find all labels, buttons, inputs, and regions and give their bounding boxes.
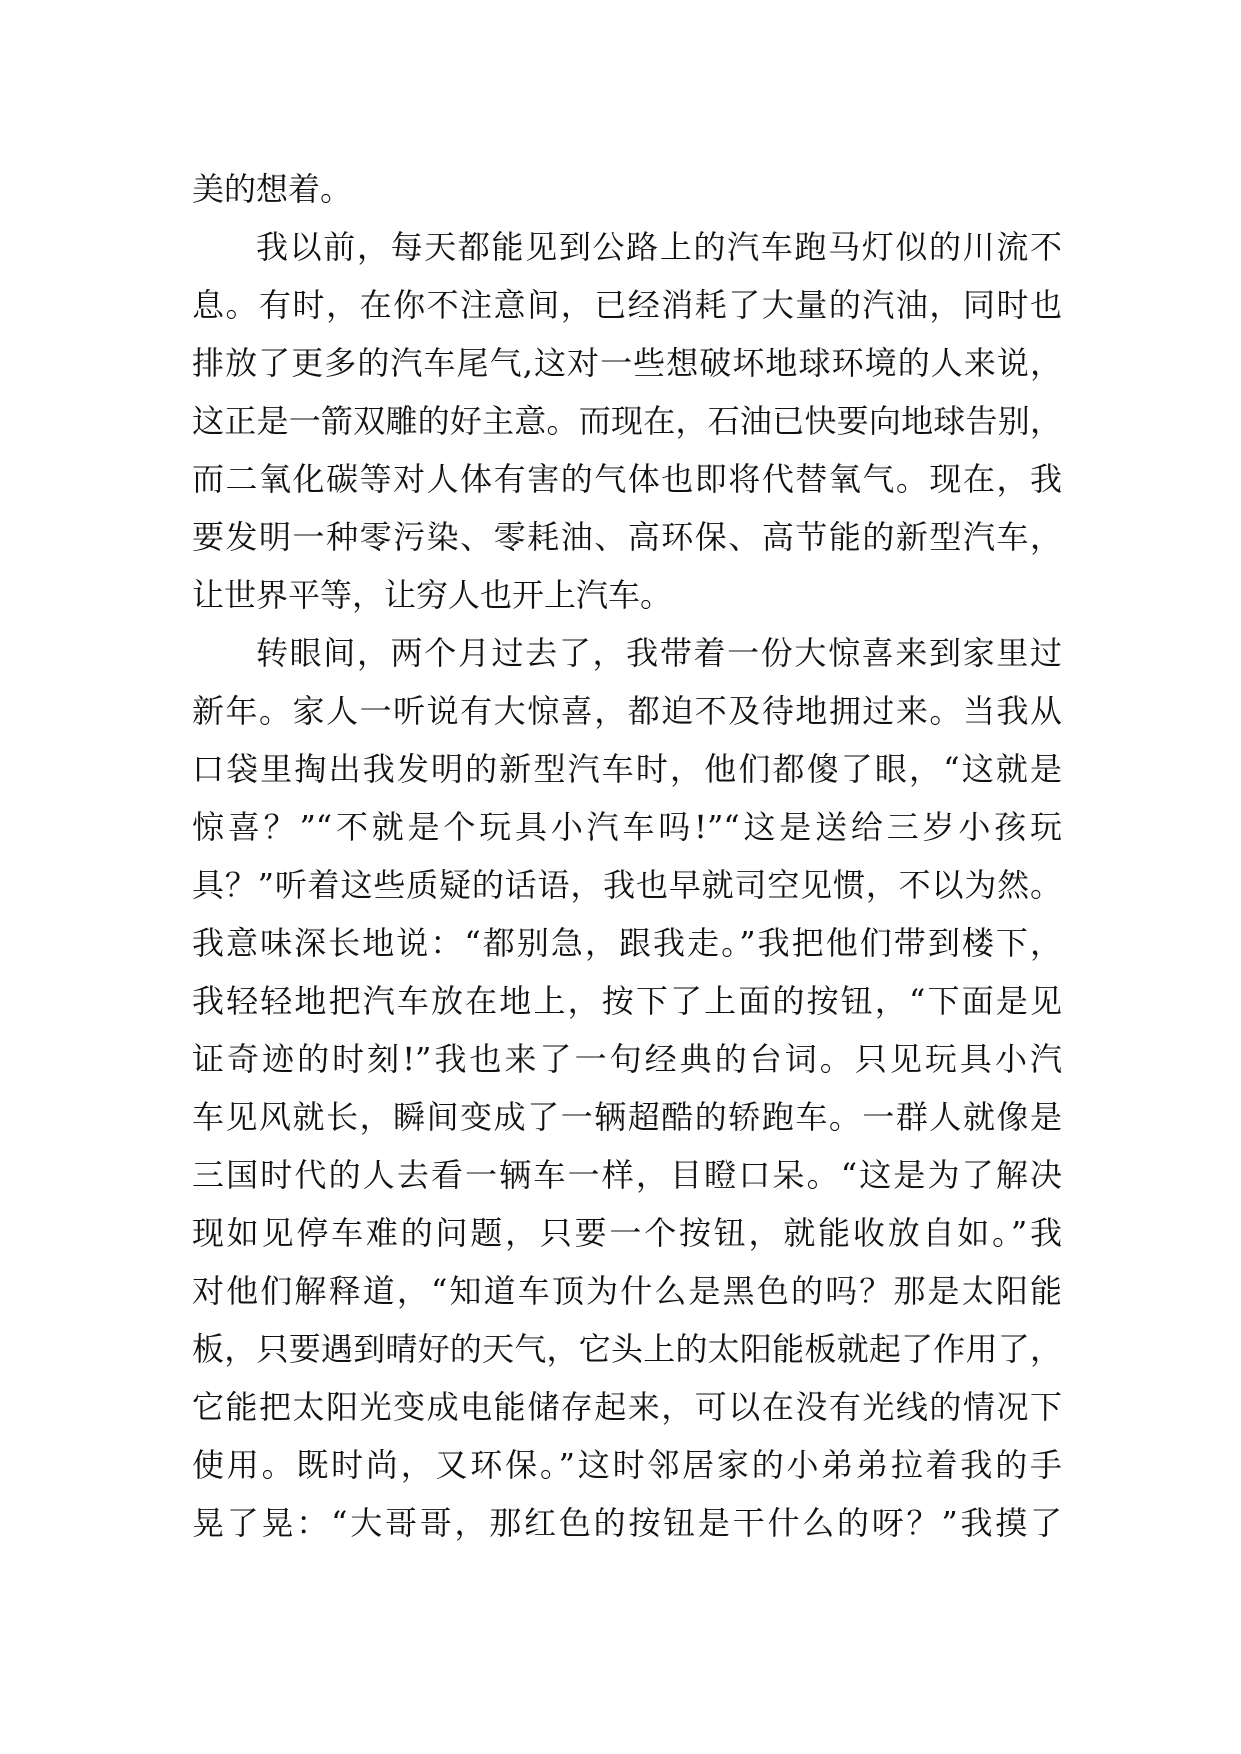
text-line: 转眼间，两个月过去了，我带着一份大惊喜来到家里过 [256,634,1062,672]
text-line: 要发明一种零污染、零耗油、高环保、高节能的新型汽车， [192,518,1062,556]
text-line: 它能把太阳光变成电能储存起来，可以在没有光线的情况下 [192,1388,1062,1426]
text-line: 具？”听着这些质疑的话语，我也早就司空见惯，不以为然。 [192,866,1062,904]
text-line: 我以前，每天都能见到公路上的汽车跑马灯似的川流不 [256,228,1062,266]
text-line: 口袋里掏出我发明的新型汽车时，他们都傻了眼，“这就是 [192,750,1062,788]
text-line: 而二氧化碳等对人体有害的气体也即将代替氧气。现在，我 [192,460,1062,498]
text-line: 我意味深长地说：“都别急，跟我走。”我把他们带到楼下， [192,924,1062,962]
text-line: 三国时代的人去看一辆车一样，目瞪口呆。“这是为了解决 [192,1156,1062,1194]
text-line: 息。有时，在你不注意间，已经消耗了大量的汽油，同时也 [192,286,1062,324]
text-line: 美的想着。 [192,170,353,208]
text-line: 让世界平等，让穷人也开上汽车。 [192,576,673,614]
text-line: 新年。家人一听说有大惊喜，都迫不及待地拥过来。当我从 [192,692,1062,730]
text-line: 证奇迹的时刻!”我也来了一句经典的台词。只见玩具小汽 [192,1040,1062,1078]
text-line: 板，只要遇到晴好的天气，它头上的太阳能板就起了作用了， [192,1330,1062,1368]
text-line: 这正是一箭双雕的好主意。而现在，石油已快要向地球告别， [192,402,1062,440]
text-line: 惊喜？”“不就是个玩具小汽车吗!”“这是送给三岁小孩玩 [192,808,1062,846]
text-line: 对他们解释道，“知道车顶为什么是黑色的吗？那是太阳能 [192,1272,1062,1310]
text-line: 现如见停车难的问题，只要一个按钮，就能收放自如。”我 [192,1214,1062,1252]
text-line: 使用。既时尚，又环保。”这时邻居家的小弟弟拉着我的手 [192,1446,1062,1484]
text-line: 晃了晃：“大哥哥，那红色的按钮是干什么的呀？”我摸了 [192,1504,1062,1542]
body-text [192,160,1062,1552]
text-line: 我轻轻地把汽车放在地上，按下了上面的按钮，“下面是见 [192,982,1062,1020]
text-line: 车见风就长，瞬间变成了一辆超酷的轿跑车。一群人就像是 [192,1098,1062,1136]
text-line: 排放了更多的汽车尾气,这对一些想破坏地球环境的人来说， [192,344,1062,382]
